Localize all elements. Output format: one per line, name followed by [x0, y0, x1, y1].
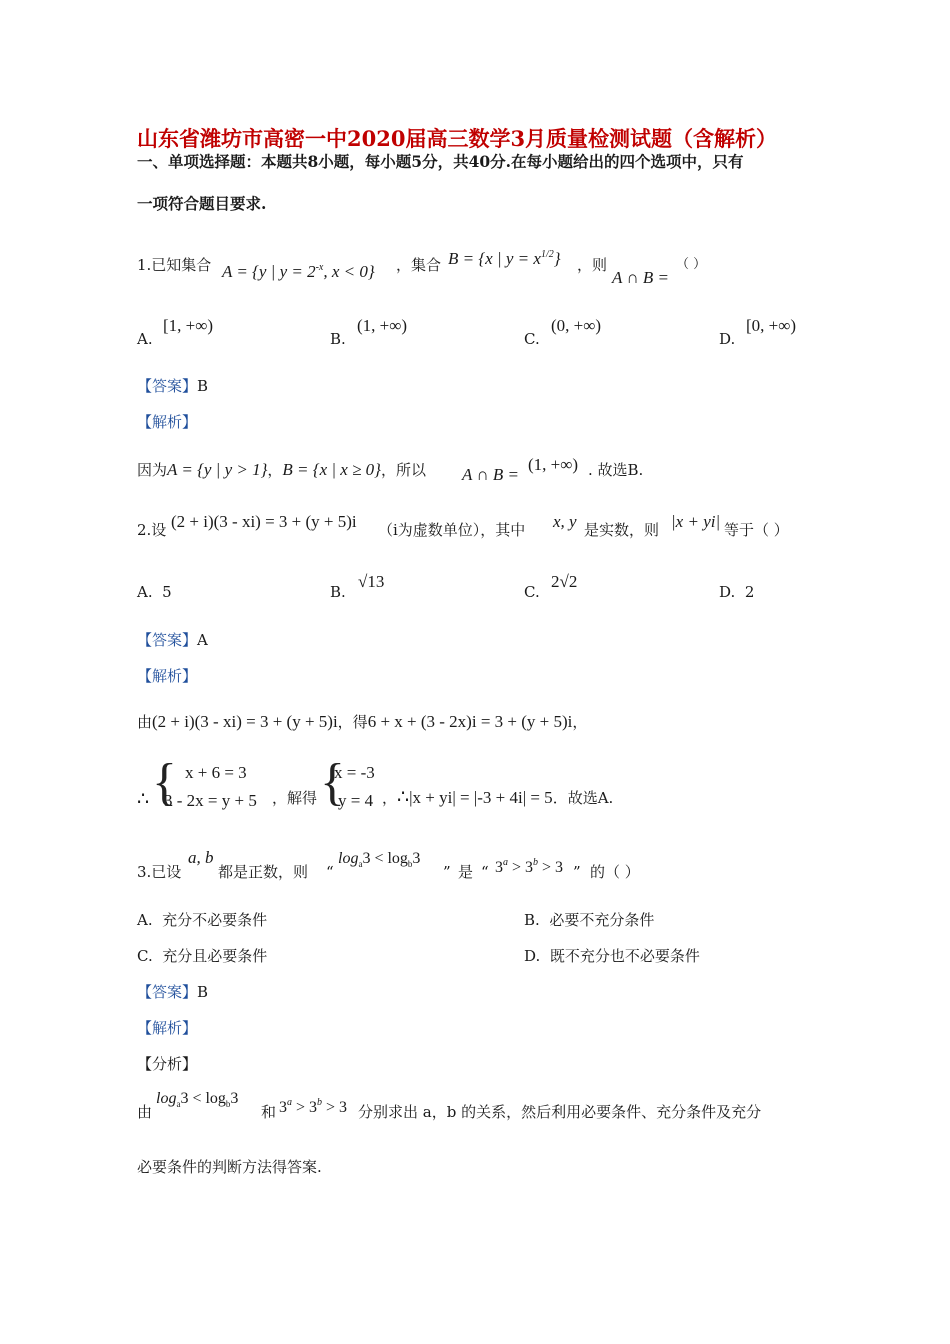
q1-option-d-label: D.	[719, 330, 736, 348]
q3-answer	[137, 982, 208, 1002]
q3-option-c: C. 充分且必要条件	[137, 947, 268, 965]
q3-close-quote-2: ”	[573, 863, 581, 881]
q3-de: 的（ ）	[590, 863, 640, 881]
q3-analysis-and: 和	[261, 1103, 277, 1121]
q2-note: （i为虚数单位），其中	[378, 521, 526, 539]
q1-analysis-tag: 【解析】	[137, 413, 198, 431]
q1-paren: （ ）	[676, 257, 707, 272]
answer-value: B	[197, 983, 209, 1001]
q2-analysis-tag: 【解析】	[137, 667, 198, 685]
answer-tag: 【答案】	[137, 377, 198, 395]
q2-solution-line1: 由(2 + i)(3 - xi) = 3 + (y + 5)i，得6 + x + (3 - 2x)i = 3 + (y + 5)i，	[137, 712, 588, 731]
q3-analysis-tag: 【解析】	[137, 1019, 198, 1037]
q2-option-d: D. 2	[719, 583, 755, 601]
q3-fenxi-tag: 【分析】	[137, 1055, 198, 1073]
q3-positive: 都是正数，则	[218, 863, 309, 881]
q1-option-a-label: A.	[137, 330, 153, 348]
q2-jiede: ，解得	[272, 789, 318, 807]
system-brace-1: {	[152, 754, 177, 811]
q2-option-b-label: B.	[330, 583, 346, 601]
q2-therefore: ∴	[137, 789, 150, 810]
answer-value: B	[197, 377, 209, 395]
q1-option-d-value: [0, +∞)	[746, 316, 797, 335]
q3-analysis-rest: 分别求出 a，b 的关系，然后利用必要条件、充分条件及充分	[358, 1103, 762, 1121]
system-brace-2: {	[320, 754, 345, 811]
q2-option-c-value: 2√2	[551, 572, 578, 591]
q1-set-a: A = {y | $y = 2^{-x}$, x < 0}	[222, 262, 375, 281]
q3-option-b: B. 必要不充分条件	[524, 911, 655, 929]
q3-condition-1: $\log_a3 < \log_b3$	[338, 850, 421, 870]
system1-eq-b: 3 - 2x = y + 5	[164, 791, 257, 810]
q3-analysis-cond1: $\log_a3 < \log_b3$	[156, 1090, 239, 1110]
q3-open-quote-1: “	[326, 863, 334, 881]
q2-option-b-value: √13	[358, 572, 385, 591]
q2-vars: x, y	[553, 512, 577, 531]
q3-close-quote-1: ”	[443, 863, 451, 881]
q3-condition-2: $3^a > 3^b > 3$	[495, 857, 564, 876]
q1-stem	[137, 255, 211, 275]
q2-option-c-label: C.	[524, 583, 540, 601]
q2-real: 是实数，则	[584, 521, 660, 539]
q1-solution-end: . 故选B.	[588, 461, 644, 479]
q2-prefix: 2.设	[137, 521, 167, 539]
answer-tag: 【答案】	[137, 631, 198, 649]
q3-option-a: A. 充分不必要条件	[137, 911, 268, 929]
q2-answer	[137, 630, 208, 650]
q1-solution-expr: A ∩ B =	[462, 465, 519, 484]
q2-equals: 等于（ ）	[724, 521, 789, 539]
q3-ab: a, b	[188, 848, 214, 867]
system2-eq-a: x = -3	[334, 763, 375, 782]
q3-analysis-line2: 必要条件的判断方法得答案.	[137, 1158, 322, 1176]
q1-option-b-label: B.	[330, 330, 346, 348]
section-heading-line2: 一项符合题目要求.	[137, 194, 267, 213]
q2-abs: |x + yi|	[671, 512, 721, 531]
q1-mid-text: ，集合	[396, 256, 442, 274]
system2-eq-b: y = 4	[338, 791, 374, 810]
q2-solution-line2-end: ，∴|x + yi| = |-3 + 4i| = 5．故选A.	[382, 787, 614, 808]
q3-analysis-cond2: $3^a > 3^b > 3$	[279, 1097, 348, 1116]
q1-expr: A ∩ B =	[612, 268, 669, 287]
q3-option-d: D. 既不充分也不必要条件	[524, 947, 700, 965]
q1-option-b-value: (1, +∞)	[357, 316, 408, 335]
q3-prefix: 3.已设	[137, 863, 182, 881]
q3-is: 是	[458, 863, 474, 881]
q3-analysis-you: 由	[137, 1103, 153, 1121]
section-heading-line1: 一、单项选择题：本题共8小题，每小题5分，共40分.在每小题给出的四个选项中，只有	[137, 152, 744, 171]
q1-option-a-value: [1, +∞)	[163, 316, 214, 335]
q1-solution-result: (1, +∞)	[528, 455, 579, 474]
q2-option-a: A. 5	[137, 583, 172, 601]
q1-solution: 因为A = {y | y > 1}，B = {x | x ≥ 0}，所以	[137, 460, 426, 479]
q1-set-b: B = {x | $y = x^{1/2}$}	[448, 249, 561, 268]
system1-eq-a: x + 6 = 3	[185, 763, 247, 782]
q1-answer	[137, 376, 208, 396]
answer-tag: 【答案】	[137, 983, 198, 1001]
document-title: 山东省潍坊市高密一中2020届高三数学3月质量检测试题（含解析）	[137, 126, 778, 151]
answer-value: A	[197, 631, 208, 649]
q2-equation: (2 + i)(3 - xi) = 3 + (y + 5)i	[171, 512, 357, 531]
q1-option-c-label: C.	[524, 330, 540, 348]
q1-prefix: 1.已知集合	[137, 256, 212, 274]
q3-open-quote-2: “	[481, 863, 489, 881]
q1-then: ，则	[577, 256, 608, 274]
q1-option-c-value: (0, +∞)	[551, 316, 602, 335]
